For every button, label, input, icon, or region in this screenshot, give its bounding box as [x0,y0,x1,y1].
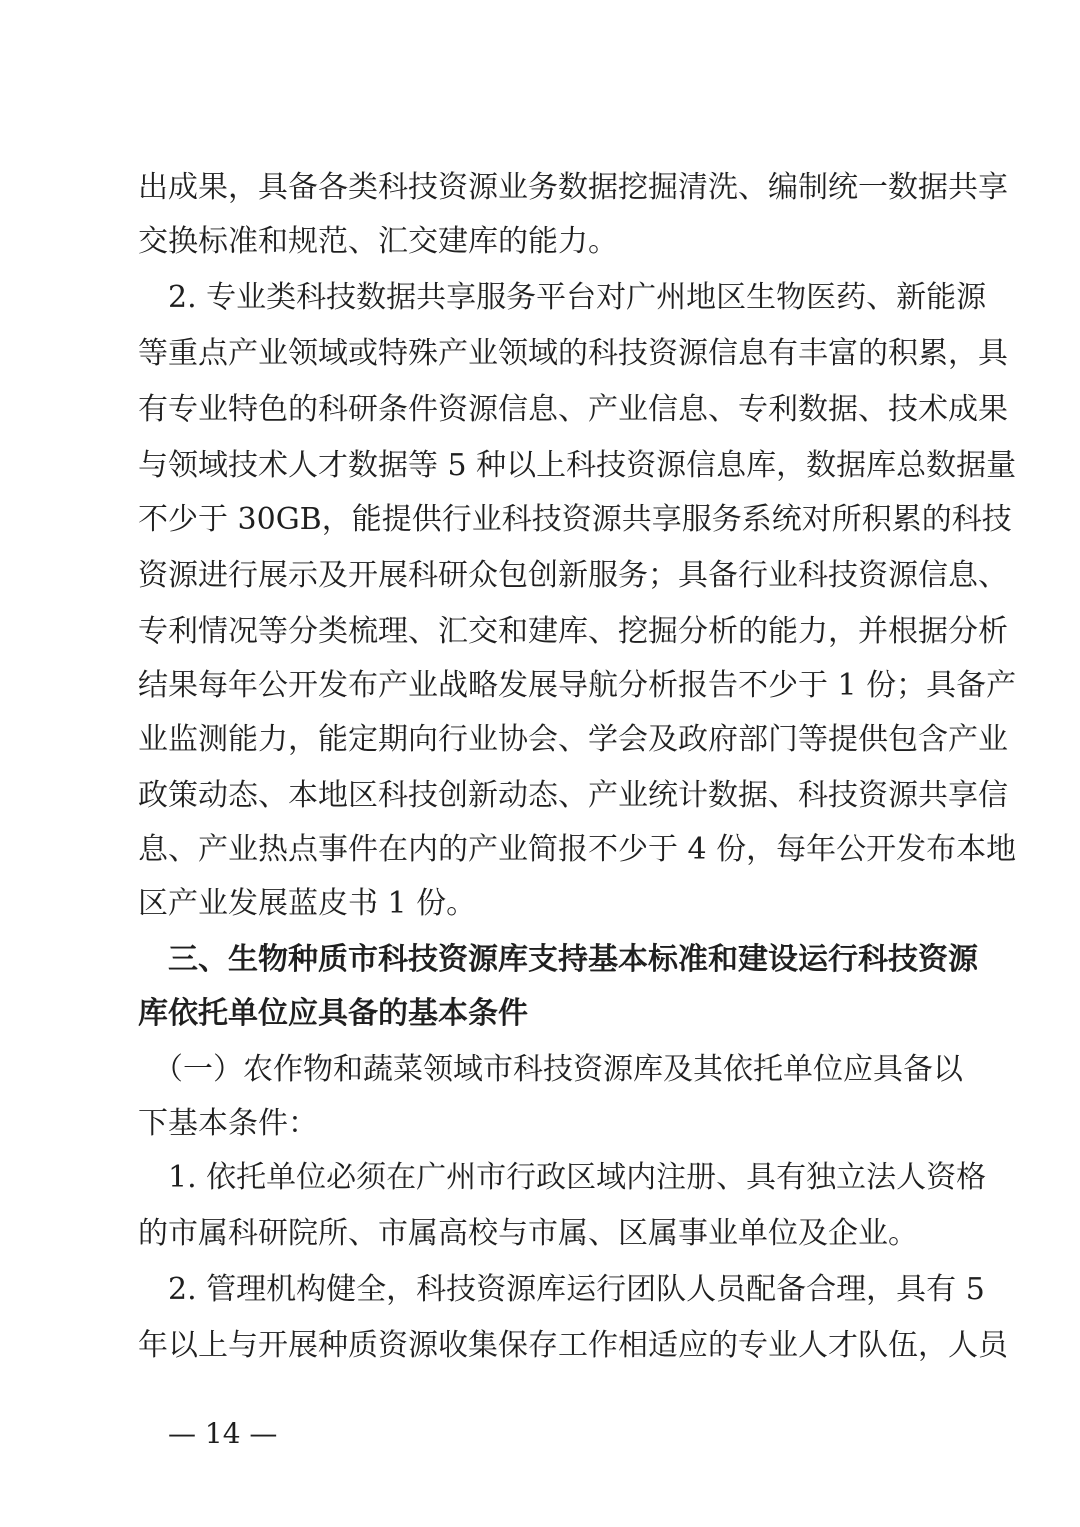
text-line: 结果每年公开发布产业战略发展导航分析报告不少于 1 份；具备产 [138,668,1017,703]
text-line: 出成果，具备各类科技资源业务数据挖掘清洗、编制统一数据共享 [138,170,1008,205]
text-line: （一）农作物和蔬菜领域市科技资源库及其依托单位应具备以 [138,1052,963,1087]
text-line: 的市属科研院所、市属高校与市属、区属事业单位及企业。 [138,1216,918,1251]
page-number: — 14 — [168,1417,278,1450]
text-line: 不少于 30GB，能提供行业科技资源共享服务系统对所积累的科技 [138,502,1012,537]
text-line: 政策动态、本地区科技创新动态、产业统计数据、科技资源共享信 [138,778,1008,813]
text-line: 与领域技术人才数据等 5 种以上科技资源信息库，数据库总数据量 [138,448,1017,483]
text-line: 专利情况等分类梳理、汇交和建库、挖掘分析的能力，并根据分析 [138,614,1008,649]
text-line: 下基本条件： [138,1106,318,1141]
text-line: 2. 管理机构健全，科技资源库运行团队人员配备合理，具有 5 [138,1272,985,1307]
section-heading: 三、生物种质市科技资源库支持基本标准和建设运行科技资源 [138,942,978,977]
text-line: 资源进行展示及开展科研众包创新服务；具备行业科技资源信息、 [138,558,1008,593]
text-line: 等重点产业领域或特殊产业领域的科技资源信息有丰富的积累，具 [138,336,1008,371]
text-line: 交换标准和规范、汇交建库的能力。 [138,224,618,259]
text-line: 业监测能力，能定期向行业协会、学会及政府部门等提供包含产业 [138,722,1008,757]
section-heading: 库依托单位应具备的基本条件 [138,996,528,1031]
text-line: 2. 专业类科技数据共享服务平台对广州地区生物医药、新能源 [138,280,987,315]
text-line: 区产业发展蓝皮书 1 份。 [138,886,477,921]
text-line: 年以上与开展种质资源收集保存工作相适应的专业人才队伍，人员 [138,1328,1008,1363]
text-line: 1. 依托单位必须在广州市行政区域内注册、具有独立法人资格 [138,1160,987,1195]
text-line: 有专业特色的科研条件资源信息、产业信息、专利数据、技术成果 [138,392,1008,427]
text-line: 息、产业热点事件在内的产业简报不少于 4 份，每年公开发布本地 [138,832,1017,867]
